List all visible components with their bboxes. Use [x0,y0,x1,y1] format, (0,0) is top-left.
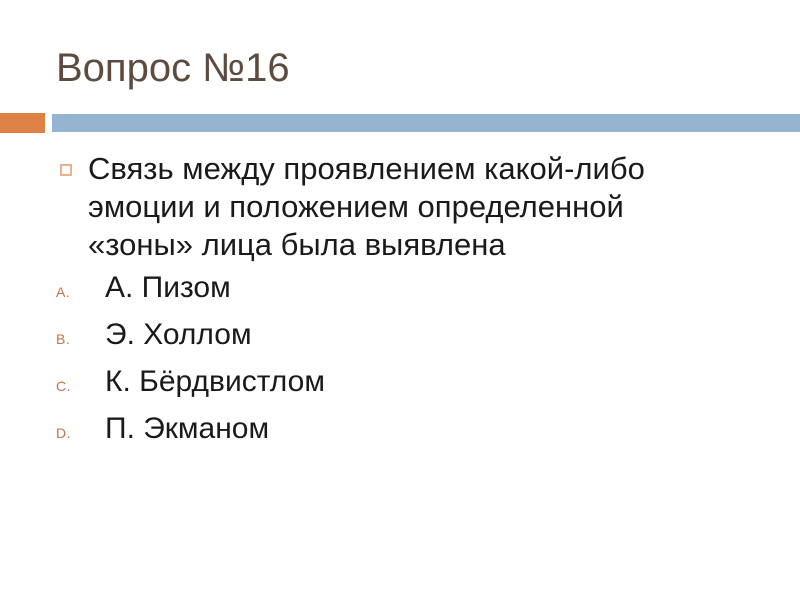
question-line-3: «зоны» лица была выявлена [88,227,506,262]
answer-option-b [56,311,756,358]
answer-option-c [56,358,756,405]
answer-options-list [56,264,756,452]
question-line-1: Связь между проявлением какой-либо [88,151,645,186]
slide-title: Вопрос №16 [56,46,290,90]
question-line-2: эмоции и положением определенной [88,189,624,224]
accent-bar-orange [0,113,45,133]
option-text-c: К. Бёрдвистлом [105,365,325,398]
option-text-b: Э. Холлом [105,318,252,351]
question-text [88,150,728,264]
option-marker-d: D. [56,425,71,441]
option-marker-a: A. [56,284,71,300]
option-marker-c: C. [56,378,71,394]
answer-option-a [56,264,756,311]
answer-option-d [56,405,756,452]
option-marker-b: B. [56,331,71,347]
option-text-a: А. Пизом [105,271,231,304]
square-bullet-icon [60,164,72,176]
option-text-d: П. Экманом [105,412,270,445]
accent-bar-blue [52,114,800,132]
